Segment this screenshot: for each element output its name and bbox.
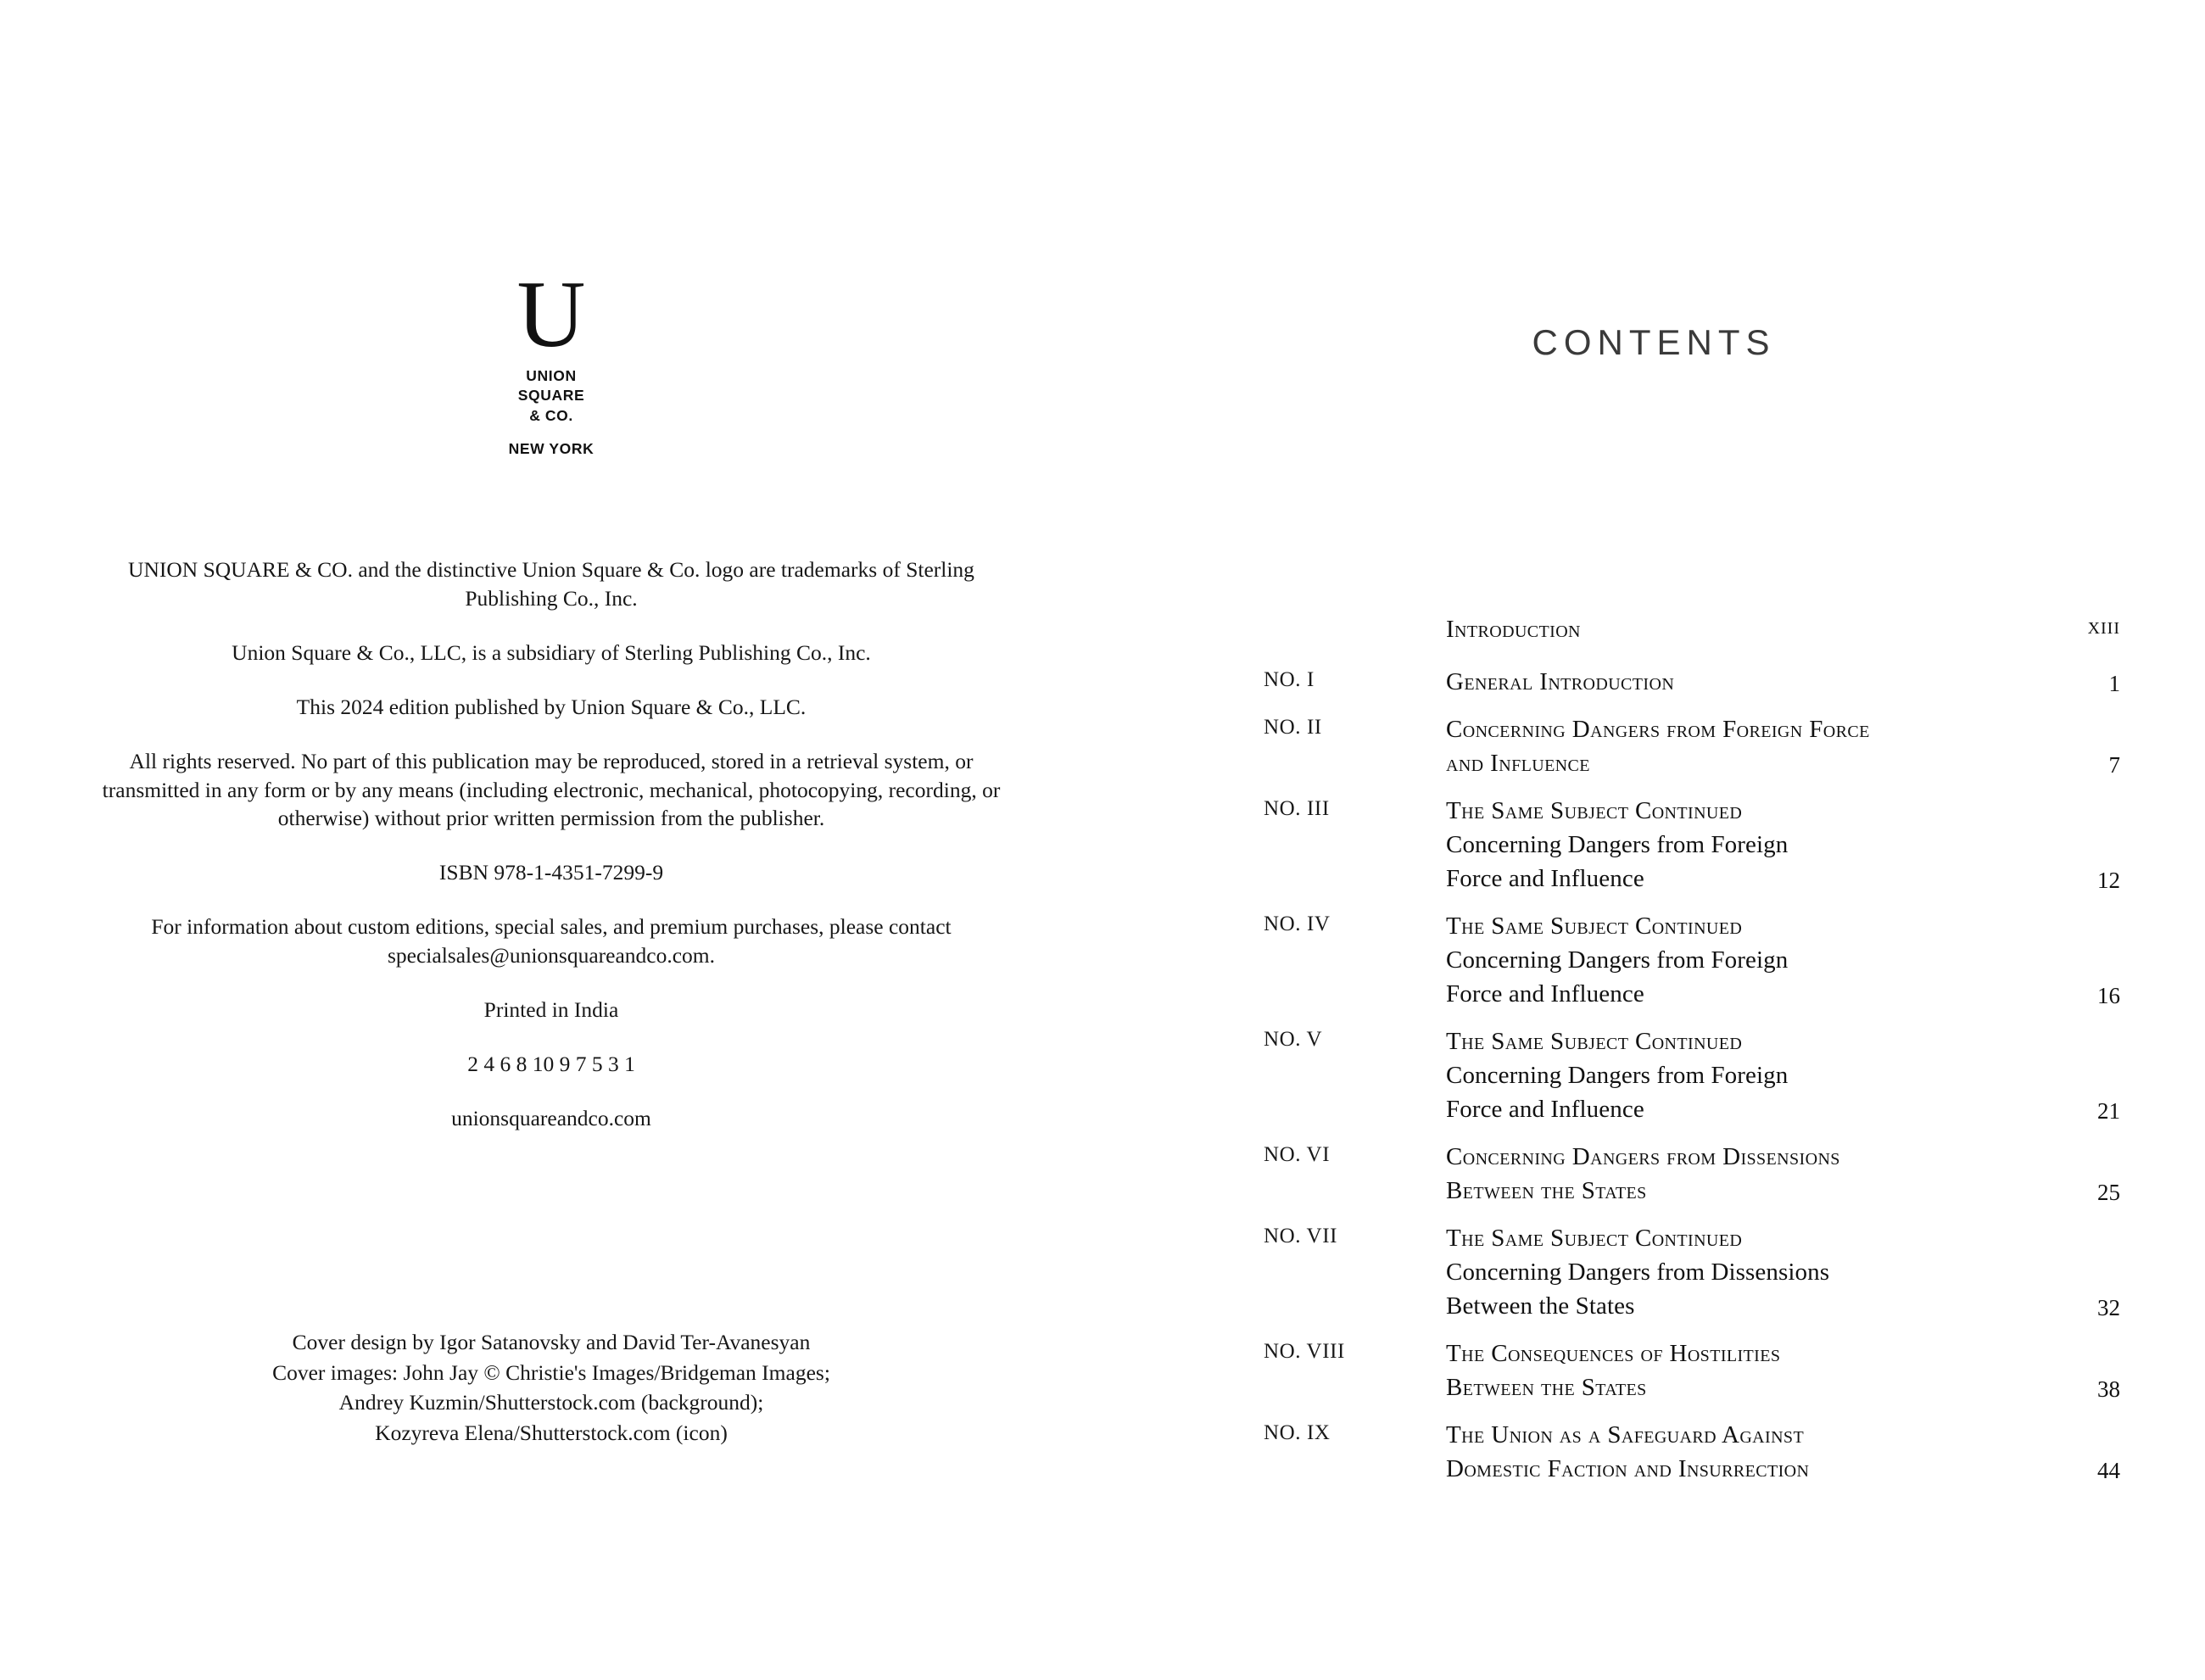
toc-entry-title	[1446, 665, 2052, 699]
table-of-contents	[1264, 612, 2120, 1499]
copyright-text	[93, 555, 1009, 1158]
toc-entry-title-line: Between the States	[1446, 1374, 1647, 1402]
toc-entry-page-number: 7	[2108, 752, 2120, 779]
publisher-logo-name	[0, 366, 1102, 425]
publisher-logo-name-line-1: UNION	[526, 367, 577, 385]
copyright-paragraph: For information about custom editions, special sales, and premium purchases, please contact specialsales@unionsquareandco.com.	[151, 914, 952, 968]
toc-entry-title	[1446, 1024, 2052, 1126]
toc-entry[interactable]	[1264, 665, 2120, 699]
toc-entry-number: NO. I	[1264, 668, 1315, 692]
toc-entry-title-line: The Same Subject Continued	[1446, 1028, 1743, 1056]
toc-entry-page-number: 44	[2097, 1458, 2120, 1484]
publisher-logo-mark: U	[516, 262, 586, 367]
toc-entry-title-line: Between the States	[1446, 1177, 1647, 1205]
toc-entry-title-line: Concerning Dangers from Foreign Force	[1446, 716, 1870, 744]
toc-entry-title	[1446, 1418, 2052, 1486]
toc-entry[interactable]	[1264, 794, 2120, 896]
toc-entry[interactable]	[1264, 1140, 2120, 1208]
isbn: ISBN 978-1-4351-7299-9	[438, 860, 664, 885]
copyright-paragraph: Union Square & Co., LLC, is a subsidiary of Sterling Publishing Co., Inc.	[232, 639, 871, 665]
toc-entry[interactable]	[1264, 1418, 2120, 1486]
page-title: CONTENTS	[1532, 322, 1776, 362]
toc-entry-title-line: The Consequences of Hostilities	[1446, 1340, 1781, 1368]
toc-entry-page-number: 1	[2108, 671, 2120, 697]
toc-entry-title-line: Concerning Dangers from Foreign	[1446, 1062, 1789, 1090]
toc-entry-page-number: 38	[2097, 1376, 2120, 1403]
toc-entry[interactable]	[1264, 612, 2120, 646]
credit-line: Cover images: John Jay © Christie's Images/Bridgeman Images;	[272, 1359, 830, 1385]
credit-line: Andrey Kuzmin/Shutterstock.com (background);	[338, 1390, 764, 1415]
toc-entry-title-line: The Same Subject Continued	[1446, 797, 1743, 825]
toc-entry-title-line: and Influence	[1446, 750, 1590, 778]
toc-entry-title-line: Introduction	[1446, 616, 1581, 643]
toc-entry-title-line: Concerning Dangers from Foreign	[1446, 946, 1789, 974]
toc-entry-page-number: 16	[2097, 983, 2120, 1009]
toc-entry-number: NO. II	[1264, 716, 1322, 740]
toc-entry-title-line: Force and Influence	[1446, 1096, 1644, 1124]
toc-entry-title-line: Between the States	[1446, 1292, 1635, 1320]
toc-entry-number: NO. III	[1264, 797, 1330, 821]
toc-entry-page-number: 12	[2097, 868, 2120, 894]
toc-entry-title-line: The Same Subject Continued	[1446, 1225, 1743, 1253]
toc-entry[interactable]	[1264, 1337, 2120, 1404]
toc-entry-number: NO. V	[1264, 1028, 1323, 1052]
toc-entry-number: NO. VII	[1264, 1225, 1338, 1248]
copyright-paragraph: This 2024 edition published by Union Square & Co., LLC.	[296, 694, 807, 719]
publisher-website: unionsquareandco.com	[451, 1105, 651, 1130]
toc-entry-title-line: Domestic Faction and Insurrection	[1446, 1455, 1810, 1483]
toc-entry-page-number: 32	[2097, 1295, 2120, 1321]
toc-entry[interactable]	[1264, 1221, 2120, 1323]
toc-entry-title-line: Force and Influence	[1446, 980, 1644, 1008]
toc-entry-title	[1446, 909, 2052, 1011]
publisher-logo	[0, 262, 1102, 458]
toc-entry-number: NO. IX	[1264, 1421, 1331, 1445]
toc-entry-page-number: 25	[2097, 1180, 2120, 1206]
toc-entry[interactable]	[1264, 1024, 2120, 1126]
contents-page	[1102, 0, 2205, 1680]
printing-number-line: 2 4 6 8 10 9 7 5 3 1	[467, 1051, 635, 1076]
toc-entry-number: NO. VI	[1264, 1143, 1331, 1167]
publisher-logo-name-line-3: & CO.	[529, 406, 573, 424]
toc-entry-title-line: Concerning Dangers from Dissensions	[1446, 1143, 1840, 1171]
publisher-logo-city: NEW YORK	[508, 439, 595, 457]
publisher-logo-name-line-2: SQUARE	[517, 387, 585, 405]
toc-entry-title-line: Concerning Dangers from Dissensions	[1446, 1259, 1830, 1287]
copyright-paragraph: UNION SQUARE & CO. and the distinctive Union Square & Co. logo are trademarks of Sterling Publishing Co., Inc.	[128, 557, 974, 611]
toc-entry-title-line: The Same Subject Continued	[1446, 913, 1743, 940]
toc-entry-title-line: The Union as a Safeguard Against	[1446, 1421, 1805, 1449]
toc-entry-title-line: General Introduction	[1446, 668, 1675, 696]
copyright-paragraph: All rights reserved. No part of this publication may be reproduced, stored in a retrieval system, or transmitted in any form or by any means (including electronic, mechanical, photocopying, recording, or otherwise) without prior written permission from the publisher.	[102, 748, 1001, 831]
toc-entry-title-line: Concerning Dangers from Foreign	[1446, 831, 1789, 859]
toc-entry-number: NO. VIII	[1264, 1340, 1345, 1364]
toc-entry-title	[1446, 1221, 2052, 1323]
toc-entry-title	[1446, 612, 2052, 646]
toc-entry-number: NO. IV	[1264, 913, 1331, 936]
toc-entry-title	[1446, 712, 2052, 780]
toc-entry[interactable]	[1264, 909, 2120, 1011]
toc-entry[interactable]	[1264, 712, 2120, 780]
copyright-page	[0, 0, 1102, 1680]
toc-entry-title-line: Force and Influence	[1446, 865, 1644, 893]
credit-line: Cover design by Igor Satanovsky and David Ter-Avanesyan	[292, 1330, 811, 1354]
cover-credits	[93, 1327, 1009, 1448]
credit-line: Kozyreva Elena/Shutterstock.com (icon)	[375, 1420, 728, 1446]
toc-entry-title	[1446, 1140, 2052, 1208]
toc-entry-title	[1446, 1337, 2052, 1404]
toc-entry-title	[1446, 794, 2052, 896]
toc-entry-page-number: 21	[2097, 1098, 2120, 1125]
toc-entry-page-number: XIII	[2087, 619, 2120, 638]
printed-in: Printed in India	[483, 997, 619, 1023]
